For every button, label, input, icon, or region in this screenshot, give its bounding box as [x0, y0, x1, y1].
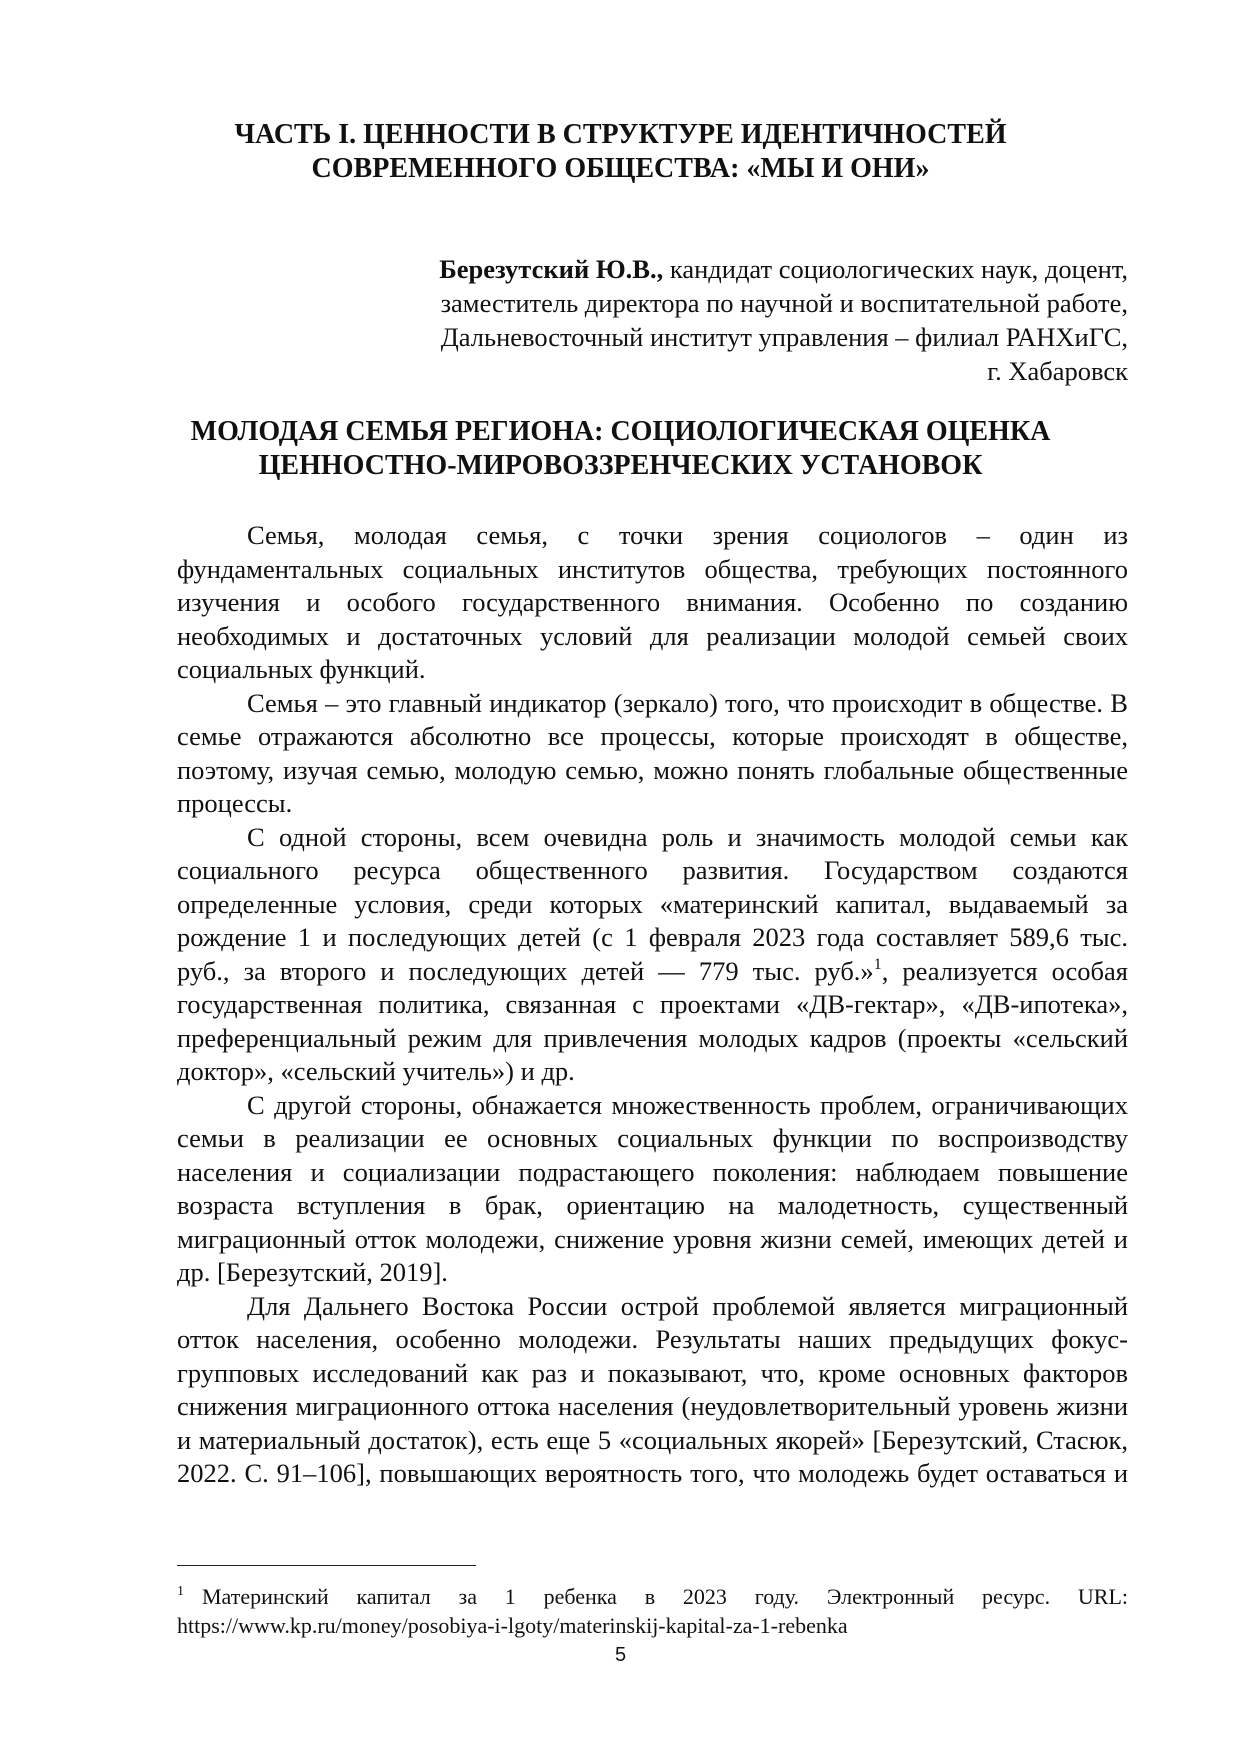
part-title-line-2: СОВРЕМЕННОГО ОБЩЕСТВА: «МЫ И ОНИ» — [311, 153, 930, 184]
author-city: г. Хабаровск — [987, 356, 1128, 386]
paragraph-3-before-ref: С одной стороны, всем очевидна роль и значимость молодой семьи как социального ресурса общественного развития. Государством создаются определенные условия, среди которых «материнский капитал, выдаваемый за рождение 1 и последующих детей (с 1 февраля 2023 года составляет 589,6 тыс. руб., за второго и последующих детей — 779 тыс. руб.» — [177, 821, 1128, 986]
paragraph-4: С другой стороны, обнажается множественность проблем, ограничивающих семьи в реализации ее основных социальных функции по воспроизводству населения и социализации подрастающего поколения: наблюдаем повышение возраста вступления в брак, ориентацию на малодетность, существенный миграционный отток молодежи, снижение уровня жизни семей, имеющих детей и др. [Березутский, 2019]. — [177, 1089, 1128, 1287]
paragraph-2: Семья – это главный индикатор (зеркало) того, что происходит в обществе. В семье отражаются абсолютно все процессы, которые происходят в обществе, поэтому, изучая семью, молодую семью, можно понять глобальные общественные процессы. — [177, 687, 1128, 818]
paragraph-5: Для Дальнего Востока России острой проблемой является миграционный отток населения, особенно молодежи. Результаты наших предыдущих фокус-групповых исследований как раз и показывают, что, кроме основных факторов снижения миграционного оттока населения (неудовлетворительный уровень жизни и материальный достаток), есть еще 5 «социальных якорей» [Березутский, Стасюк, 2022. С. 91–106], повышающих вероятность того, что молодежь будет оставаться и — [177, 1290, 1128, 1488]
footnote — [177, 1582, 1128, 1640]
article-title — [0, 415, 1241, 483]
article-title-line-1: МОЛОДАЯ СЕМЬЯ РЕГИОНА: СОЦИОЛОГИЧЕСКАЯ ОЦЕНКА — [190, 416, 1051, 447]
footnote-separator — [177, 1565, 476, 1566]
author-line-1 — [439, 252, 1128, 286]
page-number: 5 — [614, 1644, 627, 1666]
part-title-line-1: ЧАСТЬ I. ЦЕННОСТИ В СТРУКТУРЕ ИДЕНТИЧНОСТЕЙ — [234, 119, 1007, 150]
footnote-number: 1 — [177, 1584, 184, 1599]
part-title — [0, 118, 1241, 186]
footnote-text[interactable]: Материнский капитал за 1 ребенка в 2023 году. Электронный ресурс. URL: https://www.kp.ru/money/posobiya-i-lgoty/materinskij-kapital-za-1-rebenka — [177, 1584, 1128, 1638]
article-title-line-2: ЦЕННОСТНО-МИРОВОЗЗРЕНЧЕСКИХ УСТАНОВОК — [258, 450, 983, 481]
author-institute: Дальневосточный институт управления – филиал РАНХиГС, — [440, 322, 1128, 352]
article-body — [177, 519, 1128, 1491]
author-degree: кандидат социологических наук, доцент, — [663, 254, 1128, 284]
author-name: Березутский Ю.В., — [439, 254, 664, 284]
footnote-reference[interactable]: 1 — [873, 955, 882, 973]
author-position: заместитель директора по научной и воспитательной работе, — [440, 288, 1128, 318]
paragraph-1: Семья, молодая семья, с точки зрения социологов – один из фундаментальных социальных институтов общества, требующих постоянного изучения и особого государственного внимания. Особенно по созданию необходимых и достаточных условий для реализации молодой семьей своих социальных функций. — [177, 520, 1128, 684]
author-block — [439, 252, 1128, 388]
paragraph-3-after-ref: , реализуется особая государственная политика, связанная с проектами «ДВ-гектар», «ДВ-ипотека», преференциальный режим для привлечения молодых кадров (проекты «сельский доктор», «сельский учитель») и др. — [177, 955, 1128, 1086]
paragraph-3 — [177, 821, 1128, 1089]
